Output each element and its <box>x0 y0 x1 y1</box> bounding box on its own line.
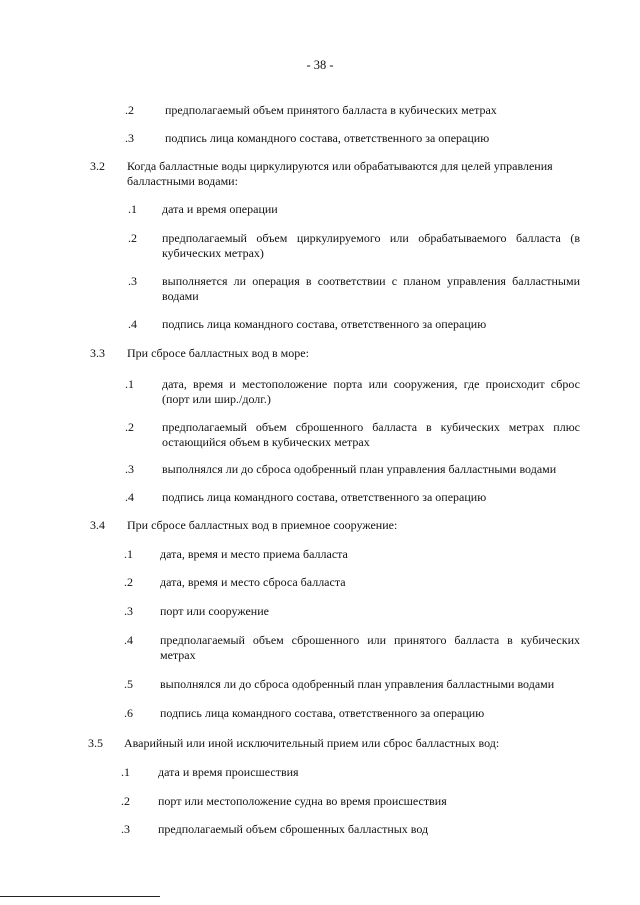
item-text: дата и время происшествия <box>158 765 299 779</box>
item-number: .5 <box>124 677 133 691</box>
section-text: Когда балластные воды циркулируются или обрабатываются для целей управления балластными водами: <box>127 159 553 188</box>
item-text: подпись лица командного состава, ответственного за операцию <box>160 706 485 720</box>
item-number: .1 <box>128 202 137 216</box>
item-text: подпись лица командного состава, ответственного за операцию <box>162 317 487 331</box>
item-number: .3 <box>124 604 133 618</box>
item-number: .4 <box>125 490 134 504</box>
item-number: .2 <box>124 575 133 589</box>
item-text: предполагаемый объем сброшенных балластных вод <box>158 822 429 836</box>
section-number: 3.3 <box>90 346 105 360</box>
section-number: 3.2 <box>90 159 105 173</box>
item-number: .3 <box>125 131 134 145</box>
item-number: .2 <box>125 420 134 434</box>
item-number: .1 <box>121 765 130 779</box>
item-number: .1 <box>124 547 133 561</box>
section-heading <box>90 159 580 189</box>
section-number: 3.4 <box>90 518 105 532</box>
item-number: .3 <box>125 462 134 476</box>
item-text: выполняется ли операция в соответствии с планом управления балластными водами <box>162 274 580 303</box>
item-text: предполагаемый объем принятого балласта в кубических метрах <box>165 103 497 117</box>
section-text: При сбросе балластных вод в море: <box>127 346 309 360</box>
item-text: порт или сооружение <box>160 604 269 618</box>
item-text: выполнялся ли до сброса одобренный план управления балластными водами <box>160 677 555 691</box>
item-text: дата, время и место приема балласта <box>160 547 348 561</box>
item-text: предполагаемый объем циркулируемого или обрабатываемого балласта (в кубических метрах) <box>162 231 580 260</box>
item-number: .3 <box>121 822 130 836</box>
item-number: .4 <box>124 633 133 647</box>
item-number: .2 <box>125 103 134 117</box>
item-text: дата, время и местоположение порта или сооружения, где происходит сброс (порт или шир./долг.) <box>162 377 580 406</box>
item-text: дата и время операции <box>162 202 278 216</box>
item-text: подпись лица командного состава, ответственного за операцию <box>165 131 490 145</box>
page-number: - 38 - <box>306 58 334 72</box>
item-number: .4 <box>128 317 137 331</box>
item-text: выполнялся ли до сброса одобренный план управления балластными водами <box>162 462 557 476</box>
section-text: При сбросе балластных вод в приемное сооружение: <box>127 518 398 532</box>
item-text: предполагаемый объем сброшенного или принятого балласта в кубических метрах <box>160 633 580 662</box>
section-number: 3.5 <box>88 736 103 750</box>
section-text: Аварийный или иной исключительный прием или сброс балластных вод: <box>124 736 500 750</box>
item-number: .2 <box>121 794 130 808</box>
footer-rule <box>0 896 160 897</box>
item-number: .3 <box>128 274 137 288</box>
item-number: .2 <box>128 231 137 245</box>
item-number: .6 <box>124 706 133 720</box>
item-number: .1 <box>125 377 134 391</box>
item-text: порт или местоположение судна во время происшествия <box>158 794 447 808</box>
item-text: предполагаемый объем сброшенного балласта в кубических метрах плюс остающийся объем в кубических метрах <box>162 420 580 449</box>
item-text: дата, время и место сброса балласта <box>160 575 346 589</box>
item-text: подпись лица командного состава, ответственного за операцию <box>162 490 487 504</box>
